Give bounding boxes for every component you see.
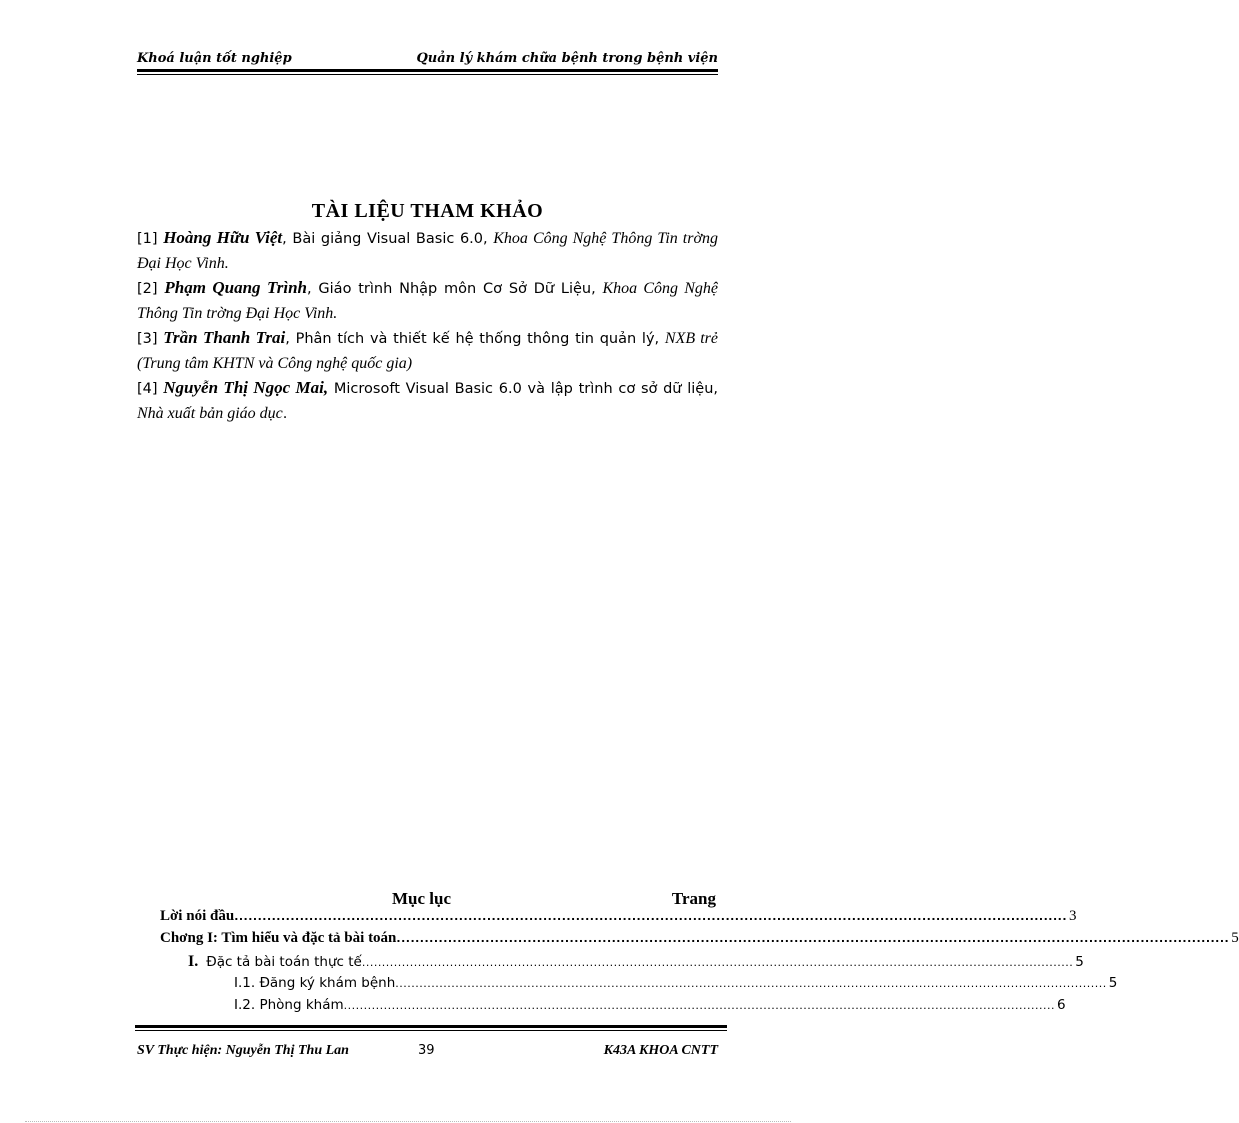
reference-item: [137, 376, 718, 426]
reference-number: [4]: [137, 381, 158, 397]
page-bottom-border: [25, 1121, 791, 1122]
toc-entry-page: 5: [1231, 930, 1239, 946]
toc-entry[interactable]: [160, 908, 1077, 928]
header-right-title: Quản lý khám chữa bệnh trong bệnh viện: [416, 51, 718, 66]
toc-entry-page: 5: [1108, 975, 1118, 991]
reference-tail: .: [282, 405, 288, 422]
toc-entry-label: Lời nói đầu: [160, 908, 235, 924]
footer-author: SV Thực hiện: Nguyễn Thị Thu Lan: [137, 1043, 349, 1058]
footer-rule-thin: [135, 1030, 727, 1031]
reference-source: NXB trẻ (Trung tâm KHTN và Công nghệ quốc gia): [137, 330, 719, 372]
reference-item: [137, 326, 718, 376]
reference-source: Khoa Công Nghệ Thông Tin trờng Đại Học Vinh.: [137, 230, 719, 272]
toc-leader: ..................................................................................................................................................................................: [234, 910, 1067, 923]
reference-author: Phạm Quang Trình: [164, 278, 307, 297]
page-number: 39: [418, 1043, 435, 1058]
toc-page-heading: Trang: [671, 889, 716, 908]
toc-entry[interactable]: [234, 975, 1118, 995]
reference-source: Khoa Công Nghệ Thông Tin trờng Đại Học Vinh.: [137, 280, 719, 322]
reference-author: Nguyễn Thị Ngọc Mai,: [163, 378, 329, 397]
toc-entry-prefix: I.: [188, 953, 199, 970]
references-list: [137, 226, 718, 426]
reference-item: [137, 276, 718, 326]
header-left-title: Khoá luận tốt nghiệp: [137, 51, 292, 66]
toc-entry-label: I.1. Đăng ký khám bệnh: [234, 975, 396, 991]
reference-author: Trần Thanh Trai: [163, 328, 286, 347]
toc-entry-page: 6: [1057, 997, 1066, 1013]
reference-title: Microsoft Visual Basic 6.0 và lập trình cơ sở dữ liệu,: [328, 381, 718, 397]
references-title: TÀI LIỆU THAM KHẢO: [311, 200, 544, 222]
reference-author: Hoàng Hữu Việt: [163, 228, 283, 247]
reference-number: [2]: [137, 281, 158, 297]
toc-entry-label: Chơng I: Tìm hiểu và đặc tả bài toán: [160, 930, 397, 946]
footer-rule: [135, 1025, 727, 1028]
running-header: [137, 49, 718, 71]
reference-source: Nhà xuất bản giáo dục: [137, 404, 283, 422]
reference-number: [3]: [137, 331, 158, 347]
reference-title: , Giáo trình Nhập môn Cơ Sở Dữ Liệu,: [307, 281, 603, 297]
header-rule: [137, 69, 718, 72]
toc-entry[interactable]: [160, 930, 1239, 950]
toc-entry-page: 5: [1075, 954, 1084, 970]
toc-leader: ..................................................................................................................................................................................: [361, 956, 1074, 969]
toc-entry-label: Đặc tả bài toán thực tế: [206, 954, 362, 970]
toc-entry-page: 3: [1069, 908, 1077, 924]
footer-class: K43A KHOA CNTT: [603, 1043, 718, 1058]
toc-entry-label: I.2. Phòng khám: [234, 997, 344, 1013]
running-footer: [137, 1043, 718, 1065]
toc-title: Mục lục: [392, 889, 452, 908]
reference-title: , Phân tích và thiết kế hệ thống thông tin quản lý,: [285, 331, 665, 347]
toc-entry[interactable]: [188, 953, 1084, 973]
reference-title: , Bài giảng Visual Basic 6.0,: [282, 231, 494, 247]
toc-entry[interactable]: [234, 997, 1066, 1017]
toc-leader: ..................................................................................................................................................................................: [343, 999, 1056, 1012]
toc-leader: ..................................................................................................................................................................................: [396, 932, 1230, 945]
reference-item: [137, 226, 718, 276]
header-rule-thin: [137, 74, 718, 75]
toc-leader: ..................................................................................................................................................................................: [395, 977, 1107, 990]
reference-number: [1]: [137, 231, 158, 247]
